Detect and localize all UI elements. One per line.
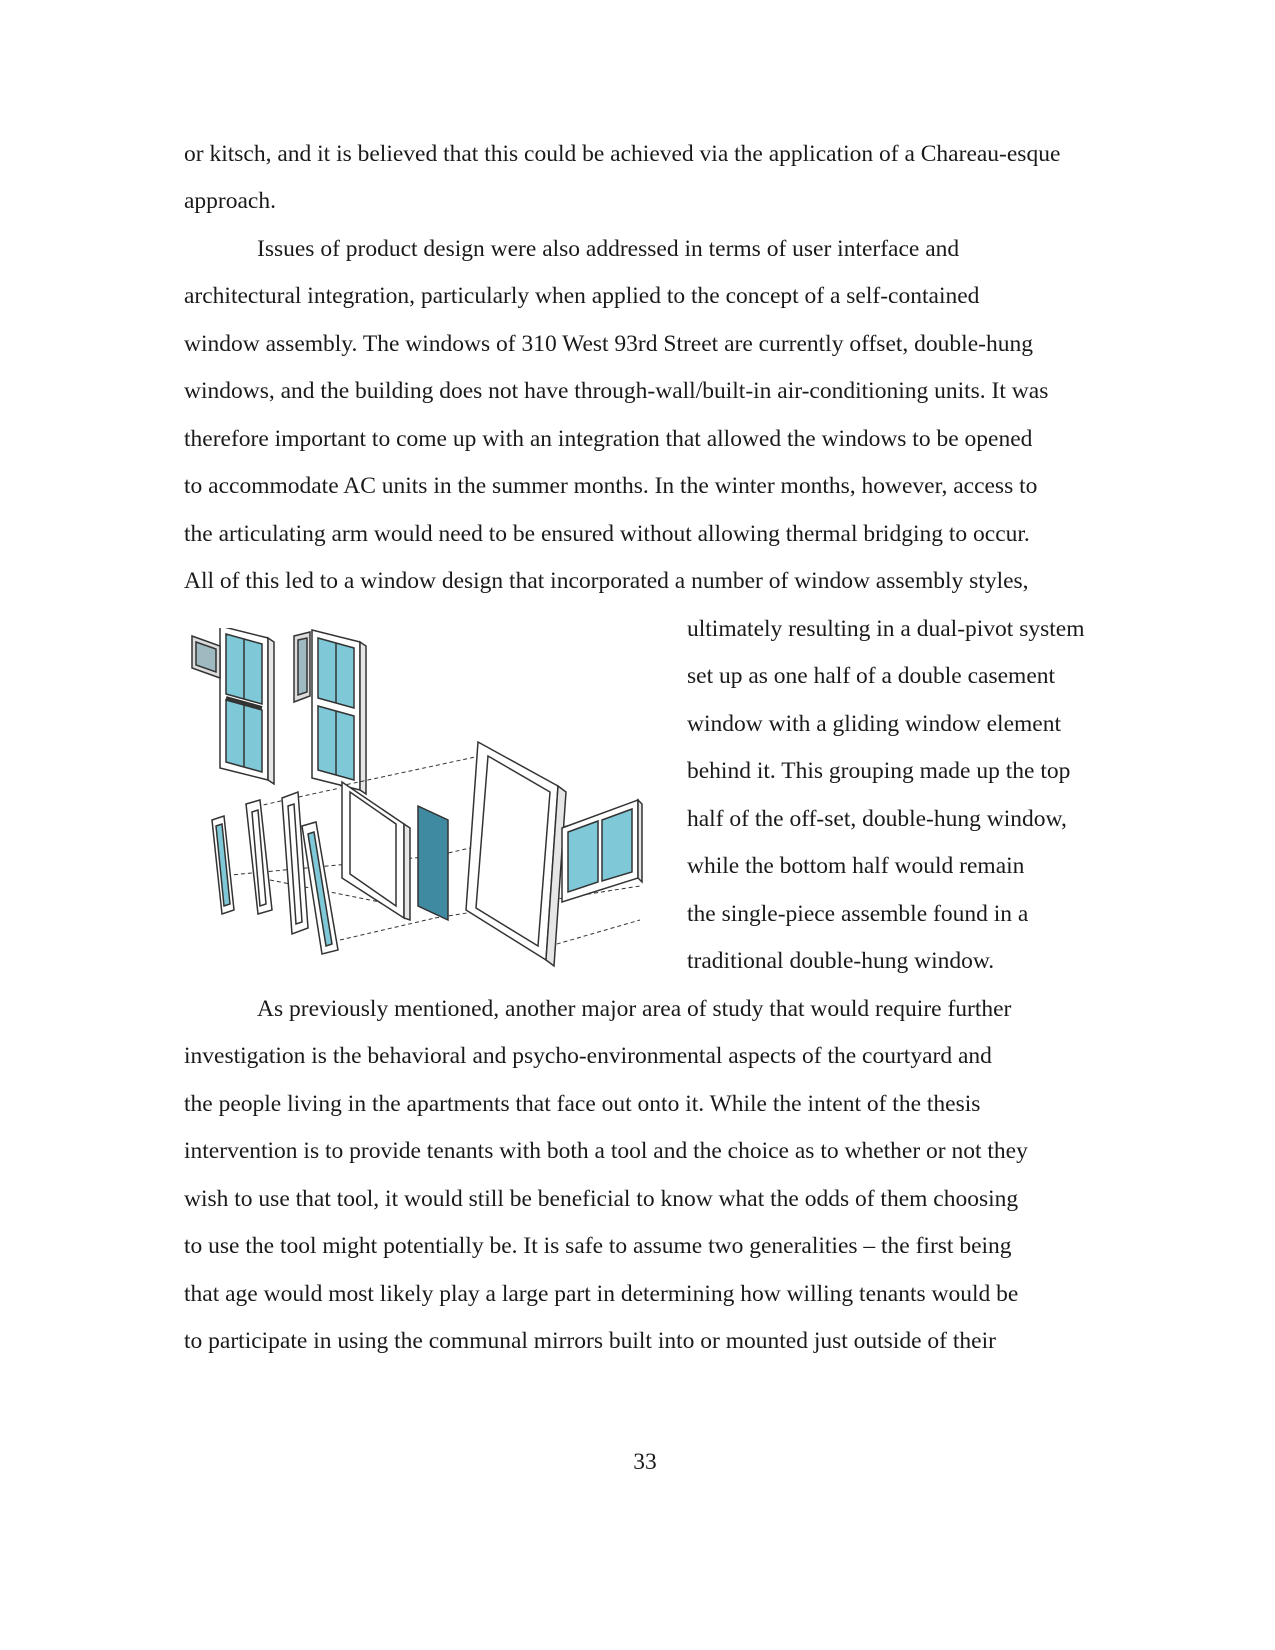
body-text-line: window with a gliding window element [687, 711, 1061, 737]
body-text-line: approach. [184, 188, 276, 214]
body-text-line: half of the off-set, double-hung window, [687, 806, 1067, 832]
assembled-window-casement-open [294, 630, 366, 794]
exploded-casement-glass [302, 822, 338, 954]
body-text-line: As previously mentioned, another major area of study that would require further [257, 996, 1012, 1022]
exploded-sash-frame [246, 800, 272, 914]
body-text-line: therefore important to come up with an integration that allowed the windows to be opened [184, 426, 1033, 452]
body-text-line: or kitsch, and it is believed that this could be achieved via the application of a Chareau-esque [184, 141, 1061, 167]
body-text-line: architectural integration, particularly when applied to the concept of a self-contained [184, 283, 980, 309]
body-text-line: investigation is the behavioral and psycho-environmental aspects of the courtyard and [184, 1043, 992, 1069]
body-text-line: windows, and the building does not have through-wall/built-in air-conditioning units. It was [184, 378, 1049, 404]
exploded-outer-frame [466, 742, 566, 966]
assembled-window-awning-open [192, 628, 274, 784]
exploded-gliding-glass [418, 806, 448, 920]
body-text-line: while the bottom half would remain [687, 853, 1025, 879]
body-text-line: window assembly. The windows of 310 West 93rd Street are currently offset, double-hung [184, 331, 1033, 357]
page-number: 33 [633, 1449, 657, 1475]
exploded-sash-glass [212, 816, 234, 914]
body-text-line: to participate in using the communal mirrors built into or mounted just outside of their [184, 1328, 996, 1354]
body-text-line: the single-piece assemble found in a [687, 901, 1029, 927]
body-text-line: the articulating arm would need to be ensured without allowing thermal bridging to occur. [184, 521, 1030, 547]
body-text-line: to accommodate AC units in the summer months. In the winter months, however, access to [184, 473, 1038, 499]
exploded-pivot-frame [282, 792, 308, 934]
body-text-line: wish to use that tool, it would still be beneficial to know what the odds of them choosing [184, 1186, 1019, 1212]
body-text-line: ultimately resulting in a dual-pivot system [687, 616, 1085, 642]
body-text-line: traditional double-hung window. [687, 948, 995, 974]
body-text-line: to use the tool might potentially be. It is safe to assume two generalities – the first being [184, 1233, 1012, 1259]
exploded-double-window [562, 800, 642, 902]
exploded-gliding-frame [342, 782, 410, 920]
window-assembly-diagram [190, 628, 670, 998]
body-text-line: the people living in the apartments that face out onto it. While the intent of the thesis [184, 1091, 981, 1117]
body-text-line: intervention is to provide tenants with both a tool and the choice as to whether or not they [184, 1138, 1028, 1164]
body-text-line: All of this led to a window design that incorporated a number of window assembly styles, [184, 568, 1029, 594]
body-text-line: Issues of product design were also addressed in terms of user interface and [257, 236, 960, 262]
body-text-line: set up as one half of a double casement [687, 663, 1056, 689]
body-text-line: that age would most likely play a large part in determining how willing tenants would be [184, 1281, 1019, 1307]
body-text-line: behind it. This grouping made up the top [687, 758, 1071, 784]
